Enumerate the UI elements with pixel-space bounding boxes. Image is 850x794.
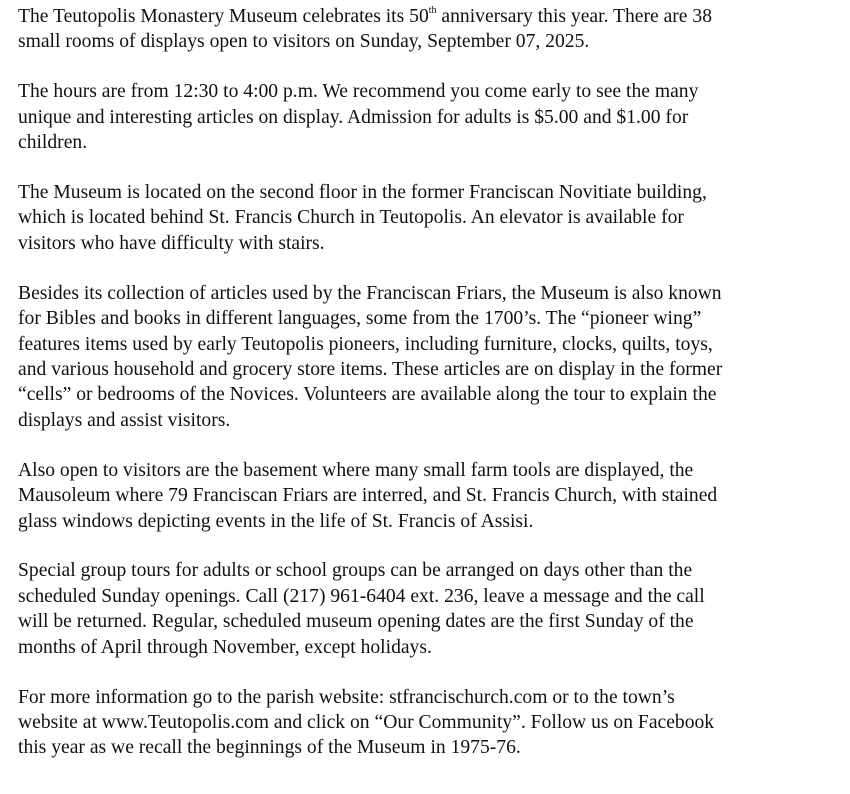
text-line: The hours are from 12:30 to 4:00 p.m. We recommend you come early to see the many: [18, 81, 699, 103]
paragraph-collection: [18, 281, 850, 433]
text-line: visitors who have difficulty with stairs.: [18, 232, 325, 254]
text-line: months of April through November, except holidays.: [18, 636, 432, 658]
text-line: Mausoleum where 79 Franciscan Friars are interred, and St. Francis Church, with stained: [18, 485, 718, 507]
text-line: Special group tours for adults or school groups can be arranged on days other than the: [18, 560, 693, 582]
text-line: website at www.Teutopolis.com and click on “Our Community”. Follow us on Facebook: [18, 711, 715, 733]
text-run: anniversary this year. There are 38: [436, 6, 713, 27]
paragraph-more-info: [18, 685, 850, 761]
text-line: “cells” or bedrooms of the Novices. Volunteers are available along the tour to explain the: [18, 384, 717, 406]
text-line: small rooms of displays open to visitors on Sunday, September 07, 2025.: [18, 31, 590, 53]
text-line: for Bibles and books in different languages, some from the 1700’s. The “pioneer wing”: [18, 308, 702, 330]
text-line: this year as we recall the beginnings of the Museum in 1975-76.: [18, 737, 521, 759]
text-line: displays and assist visitors.: [18, 409, 231, 431]
text-line: features items used by early Teutopolis pioneers, including furniture, clocks, quilts, toys,: [18, 333, 713, 355]
paragraph-location: [18, 180, 850, 256]
text-line: will be returned. Regular, scheduled museum opening dates are the first Sunday of the: [18, 611, 694, 633]
text-line: The Museum is located on the second floor in the former Franciscan Novitiate building,: [18, 182, 707, 204]
text-line: and various household and grocery store items. These articles are on display in the former: [18, 358, 723, 380]
paragraph-also-open: [18, 458, 850, 534]
paragraph-anniversary: [18, 4, 850, 55]
text-line: children.: [18, 132, 88, 154]
text-line: which is located behind St. Francis Church in Teutopolis. An elevator is available for: [18, 207, 684, 229]
ordinal-superscript: th: [428, 5, 437, 17]
text-line: unique and interesting articles on display. Admission for adults is $5.00 and $1.00 for: [18, 106, 689, 128]
text-line: [18, 4, 850, 29]
text-line: Besides its collection of articles used by the Franciscan Friars, the Museum is also known: [18, 282, 722, 304]
paragraph-hours-admission: [18, 79, 850, 155]
text-line: For more information go to the parish website: stfrancischurch.com or to the town’s: [18, 686, 675, 708]
text-line: glass windows depicting events in the life of St. Francis of Assisi.: [18, 510, 534, 532]
text-run: The Teutopolis Monastery Museum celebrates its 50: [18, 6, 429, 27]
paragraph-group-tours: [18, 558, 850, 660]
text-line: scheduled Sunday openings. Call (217) 961-6404 ext. 236, leave a message and the call: [18, 585, 705, 607]
text-line: Also open to visitors are the basement where many small farm tools are displayed, the: [18, 459, 694, 481]
